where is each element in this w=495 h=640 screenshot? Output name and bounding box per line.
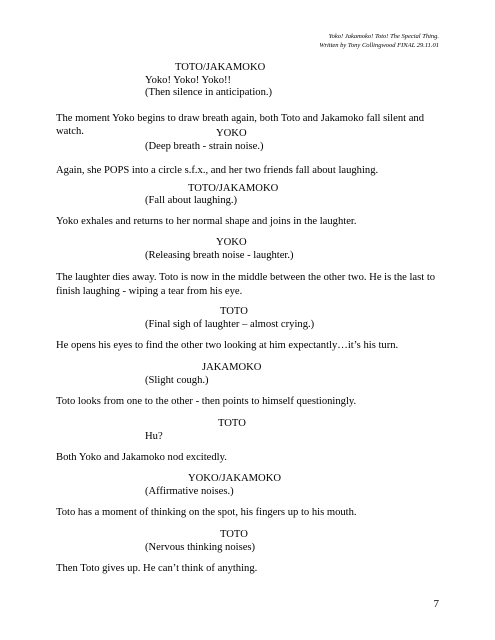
- header-credit: Written by Tony Collingwood FINAL 29.11.01: [319, 42, 439, 49]
- action-line: Yoko exhales and returns to her normal shape and joins in the laughter.: [56, 216, 357, 227]
- character-name: TOTO/JAKAMOKO: [175, 62, 266, 73]
- character-name: YOKO/JAKAMOKO: [188, 473, 281, 484]
- parenthetical: (Final sigh of laughter – almost crying.): [145, 319, 315, 330]
- action-line: The laughter dies away. Toto is now in the middle between the other two. He is the last to finish laughing - wiping a tear from his eye.: [56, 272, 436, 297]
- page-number: 7: [433, 598, 439, 610]
- parenthetical: (Deep breath - strain noise.): [145, 141, 264, 152]
- dialogue-line: Hu?: [145, 431, 163, 442]
- action-line: Again, she POPS into a circle s.f.x., and her two friends fall about laughing.: [56, 165, 379, 176]
- parenthetical: (Then silence in anticipation.): [145, 87, 273, 98]
- header-title: Yoko! Jakamoko! Toto! The Special Thing.: [328, 33, 439, 40]
- page-header: [319, 32, 439, 50]
- action-line: Then Toto gives up. He can’t think of anything.: [56, 563, 258, 574]
- parenthetical: (Releasing breath noise - laughter.): [145, 250, 294, 261]
- character-name: TOTO: [220, 306, 248, 317]
- parenthetical: (Slight cough.): [145, 375, 209, 386]
- action-line: Toto has a moment of thinking on the spot, his fingers up to his mouth.: [56, 507, 357, 518]
- action-line: The moment Yoko begins to draw breath again, both Toto and Jakamoko fall silent and watch.: [56, 113, 425, 137]
- character-name: TOTO: [220, 529, 248, 540]
- character-name: TOTO: [218, 418, 246, 429]
- action-line: Both Yoko and Jakamoko nod excitedly.: [56, 452, 227, 463]
- action-line: Toto looks from one to the other - then points to himself questioningly.: [56, 396, 357, 407]
- dialogue-line: Yoko! Yoko! Yoko!!: [145, 75, 232, 86]
- parenthetical: (Nervous thinking noises): [145, 542, 256, 553]
- character-name: TOTO/JAKAMOKO: [188, 183, 279, 194]
- character-name: YOKO: [216, 237, 247, 248]
- parenthetical: (Affirmative noises.): [145, 486, 234, 497]
- action-line: He opens his eyes to find the other two looking at him expectantly…it’s his turn.: [56, 340, 399, 351]
- character-name: YOKO: [216, 128, 247, 139]
- parenthetical: (Fall about laughing.): [145, 195, 238, 206]
- character-name: JAKAMOKO: [202, 362, 262, 373]
